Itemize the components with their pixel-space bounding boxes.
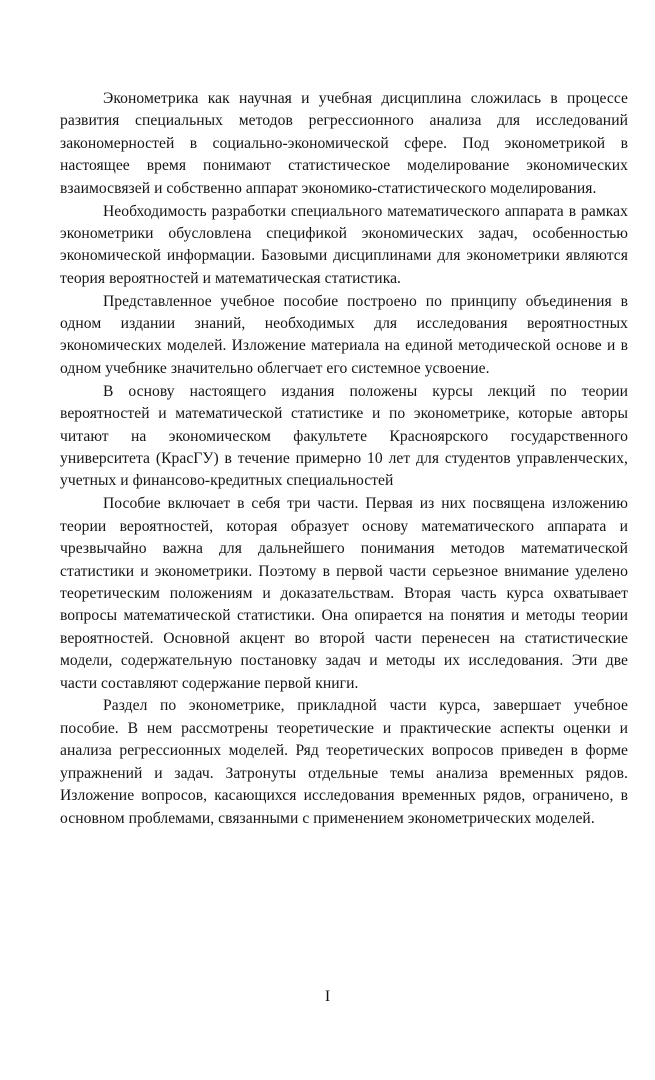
paragraph-5: Пособие включает в себя три части. Первая из них посвящена изложению теории вероятностей, которая образует основу математического аппарата и чрезвычайно важна для дальнейшего понимания методов математической статистики и эконометрики. Поэтому в первой части серьезное внимание уделено теоретическим положениям и доказательствам. Вторая часть курса охватывает вопросы математической статистики. Она опирается на понятия и методы теории вероятностей. Основной акцент во второй части перенесен на статистические модели, содержательную постановку задач и методы их исследования. Эти две части составляют содержание первой книги. [60, 495, 628, 692]
paragraph-6: Раздел по эконометрике, прикладной части курса, завершает учебное пособие. В нем рассмотрены теоретические и практические аспекты оценки и анализа регрессионных моделей. Ряд теоретических вопросов приведен в форме упражнений и задач. Затронуты отдельные темы анализа временных рядов. Изложение вопросов, касающихся исследования временных рядов, ограничено, в основном проблемами, связанными с применением эконометрических моделей. [60, 697, 628, 827]
paragraph-4: В основу настоящего издания положены курсы лекций по теории вероятностей и математической статистике и по эконометрике, которые авторы читают на экономическом факультете Красноярского государственного университета (КрасГУ) в течение примерно 10 лет для студентов управленческих, учетных и финансово-кредитных специальностей [60, 382, 628, 490]
page-number: I [324, 988, 331, 1005]
document-body [60, 88, 628, 830]
paragraph-1: Эконометрика как научная и учебная дисциплина сложилась в процессе развития специальных методов регрессионного анализа для исследований закономерностей в социально-экономической сфере. Под эконометрикой в настоящее время понимают статистическое моделирование экономических взаимосвязей и собственно аппарат экономико-статистического моделирования. [60, 90, 628, 197]
paragraph-2: Необходимость разработки специального математического аппарата в рамках эконометрики обусловлена спецификой экономических задач, особенностью экономической информации. Базовыми дисциплинами для эконометрики являются теория вероятностей и математическая статистика. [60, 202, 628, 287]
paragraph-3: Представленное учебное пособие построено по принципу объединения в одном издании знаний, необходимых для исследования вероятностных экономических моделей. Изложение материала на единой методической основе и в одном учебнике значительно облегчает его системное усвоение. [60, 292, 628, 377]
